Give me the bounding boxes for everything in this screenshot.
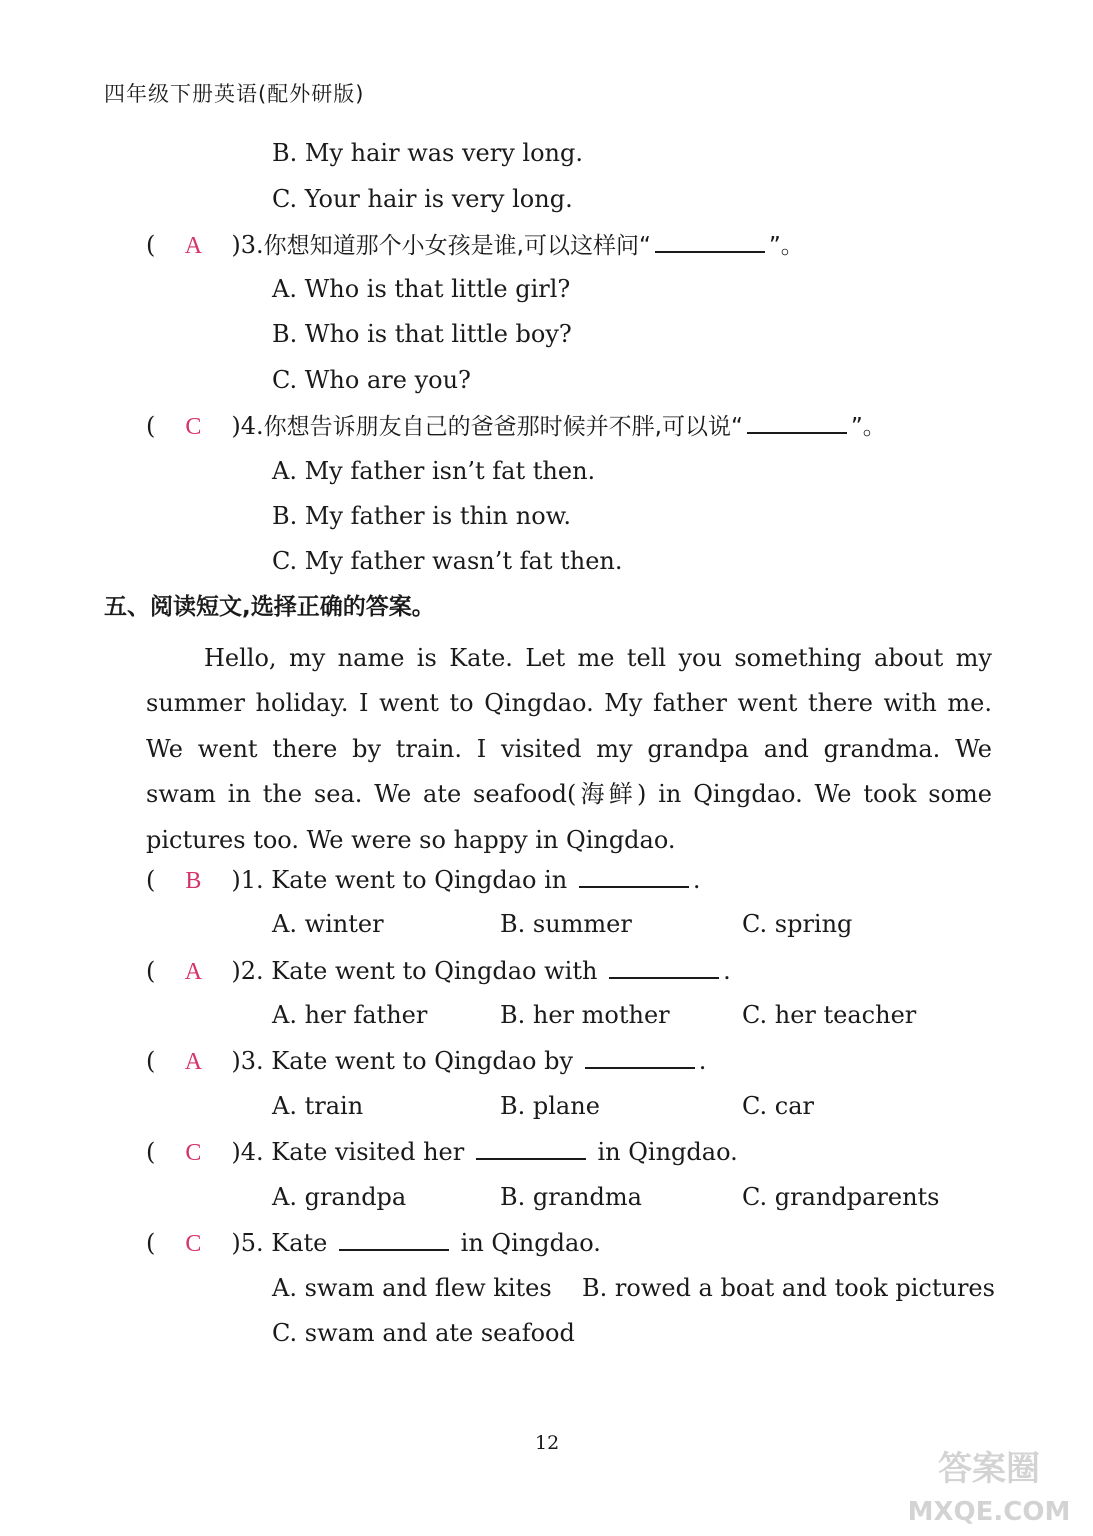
paren-open: (: [146, 866, 156, 894]
paren-open: (: [146, 957, 156, 985]
answer-blank: [655, 229, 765, 253]
question-number: )3.: [231, 231, 264, 259]
question-stem: Kate went to Qingdao with: [271, 957, 598, 985]
question-stem: 你想知道那个小女孩是谁,可以这样问“: [263, 233, 651, 259]
question-stem-end: .: [692, 866, 701, 894]
r3-option-b: B. plane: [500, 1092, 600, 1120]
r3-option-c: C. car: [742, 1092, 814, 1120]
question-number: )5.: [231, 1229, 264, 1257]
answer-mark: A: [184, 233, 203, 259]
passage-line: Hello, my name is Kate. Let me tell you something about my: [204, 644, 992, 672]
passage-line: We went there by train. I visited my grandpa and grandma. We: [146, 734, 992, 763]
answer-blank: [579, 864, 689, 888]
r2-option-a: A. her father: [272, 1001, 428, 1029]
watermark-text: MXQE.COM: [907, 1497, 1071, 1527]
r1-option-c: C. spring: [742, 910, 853, 938]
r1-option-a: A. winter: [272, 910, 384, 938]
reading-question-4: [146, 1136, 738, 1168]
passage-line: summer holiday. I went to Qingdao. My father went there with me.: [146, 689, 992, 718]
question-number: )4.: [231, 1138, 264, 1166]
question-number: )2.: [231, 957, 264, 985]
q3-option-c: C. Who are you?: [272, 366, 471, 394]
r3-option-a: A. train: [272, 1092, 364, 1120]
answer-mark: C: [185, 414, 202, 440]
question-stem: Kate went to Qingdao by: [271, 1047, 574, 1075]
paren-open: (: [146, 412, 156, 440]
r4-option-c: C. grandparents: [742, 1183, 940, 1211]
answer-blank: [585, 1045, 695, 1069]
question-stem: Kate: [271, 1229, 328, 1257]
r5-option-a: A. swam and flew kites: [272, 1274, 552, 1302]
r5-option-b: B. rowed a boat and took pictures: [582, 1274, 995, 1302]
reading-question-1: [146, 864, 701, 896]
question-stem-end: in Qingdao.: [460, 1229, 601, 1257]
paren-open: (: [146, 231, 156, 259]
question-stem: 你想告诉朋友自己的爸爸那时候并不胖,可以说“: [263, 414, 743, 440]
answer-mark: A: [184, 1049, 203, 1075]
reading-question-2: [146, 955, 731, 987]
r2-option-b: B. her mother: [500, 1001, 670, 1029]
answer-blank: [747, 410, 847, 434]
answer-blank: [609, 955, 719, 979]
question-stem-end: ”。: [768, 233, 804, 259]
reading-passage: [146, 636, 992, 863]
q3-option-a: A. Who is that little girl?: [272, 275, 571, 303]
question-number: )3.: [231, 1047, 264, 1075]
section-title: 五、阅读短文,选择正确的答案。: [104, 594, 435, 620]
passage-line: pictures too. We were so happy in Qingdao.: [146, 825, 676, 854]
question-stem-end: in Qingdao.: [597, 1138, 738, 1166]
paren-open: (: [146, 1138, 156, 1166]
watermark-cn-text: 答案圈: [938, 1449, 1040, 1489]
question-stem-end: ”。: [850, 414, 886, 440]
answer-mark: C: [185, 1140, 202, 1166]
page-header: 四年级下册英语(配外研版): [104, 82, 365, 106]
question-stem: Kate went to Qingdao in: [271, 866, 568, 894]
prev-option-c: C. Your hair is very long.: [272, 185, 573, 213]
page-number: 12: [535, 1432, 560, 1454]
answer-blank: [476, 1136, 586, 1160]
q4-option-b: B. My father is thin now.: [272, 502, 571, 530]
question-4: [146, 410, 886, 442]
question-stem-end: .: [698, 1047, 707, 1075]
r2-option-c: C. her teacher: [742, 1001, 917, 1029]
question-stem-end: .: [723, 957, 731, 985]
answer-mark: C: [185, 1231, 202, 1257]
answer-mark: B: [185, 868, 202, 894]
r4-option-a: A. grandpa: [272, 1183, 407, 1211]
q4-option-a: A. My father isn’t fat then.: [272, 457, 596, 485]
reading-question-3: [146, 1045, 706, 1077]
r5-option-c: C. swam and ate seafood: [272, 1319, 575, 1347]
question-stem: Kate visited her: [271, 1138, 465, 1166]
paren-open: (: [146, 1229, 156, 1257]
question-number: )4.: [231, 412, 264, 440]
question-3: [146, 229, 804, 261]
prev-option-b: B. My hair was very long.: [272, 139, 583, 167]
question-number: )1.: [231, 866, 264, 894]
q3-option-b: B. Who is that little boy?: [272, 320, 572, 348]
paren-open: (: [146, 1047, 156, 1075]
q4-option-c: C. My father wasn’t fat then.: [272, 547, 623, 575]
r1-option-b: B. summer: [500, 910, 632, 938]
watermark-logo: [899, 1440, 1079, 1530]
passage-line: swam in the sea. We ate seafood(海鲜) in Qingdao. We took some: [146, 780, 992, 809]
r4-option-b: B. grandma: [500, 1183, 642, 1211]
answer-blank: [339, 1227, 449, 1251]
answer-mark: A: [184, 959, 203, 985]
reading-question-5: [146, 1227, 601, 1259]
